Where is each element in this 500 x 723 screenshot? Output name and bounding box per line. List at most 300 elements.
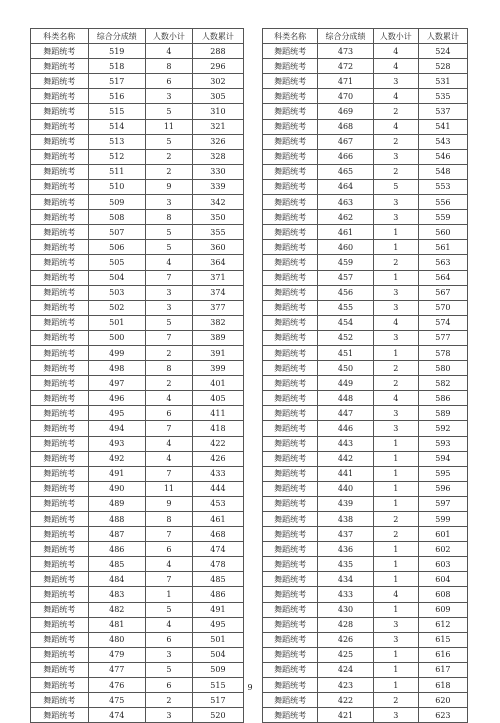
table-row [31, 330, 244, 345]
count-cell: 3 [146, 285, 193, 300]
cumulative-cell: 444 [192, 481, 243, 496]
count-cell: 8 [146, 210, 193, 225]
count-cell: 3 [373, 632, 418, 647]
cumulative-cell: 418 [192, 421, 243, 436]
table-row [263, 693, 468, 708]
count-cell: 2 [373, 512, 418, 527]
cumulative-cell: 305 [192, 89, 243, 104]
count-cell: 2 [373, 376, 418, 391]
count-cell: 2 [146, 345, 193, 360]
score-cell: 505 [88, 255, 146, 270]
cumulative-cell: 461 [192, 512, 243, 527]
cumulative-cell: 411 [192, 406, 243, 421]
table-row [263, 662, 468, 677]
score-cell: 483 [88, 587, 146, 602]
count-cell: 4 [146, 391, 193, 406]
score-cell: 516 [88, 89, 146, 104]
category-cell: 舞蹈统考 [263, 406, 318, 421]
score-cell: 488 [88, 512, 146, 527]
table-row [31, 195, 244, 210]
score-cell: 462 [318, 210, 373, 225]
score-cell: 436 [318, 542, 373, 557]
category-cell: 舞蹈统考 [263, 376, 318, 391]
cumulative-cell: 623 [418, 708, 467, 723]
score-cell: 459 [318, 255, 373, 270]
score-cell: 468 [318, 119, 373, 134]
cumulative-cell: 592 [418, 421, 467, 436]
count-cell: 3 [146, 647, 193, 662]
count-cell: 1 [373, 662, 418, 677]
cumulative-cell: 355 [192, 225, 243, 240]
table-row [31, 496, 244, 511]
category-cell: 舞蹈统考 [263, 59, 318, 74]
category-cell: 舞蹈统考 [31, 496, 89, 511]
category-cell: 舞蹈统考 [31, 632, 89, 647]
cumulative-cell: 474 [192, 542, 243, 557]
score-cell: 512 [88, 149, 146, 164]
cumulative-cell: 570 [418, 300, 467, 315]
table-row [31, 300, 244, 315]
table-row [263, 542, 468, 557]
cumulative-cell: 608 [418, 587, 467, 602]
score-cell: 448 [318, 391, 373, 406]
category-cell: 舞蹈统考 [263, 270, 318, 285]
column-header: 人数累计 [418, 29, 467, 44]
score-cell: 500 [88, 330, 146, 345]
score-cell: 477 [88, 662, 146, 677]
cumulative-cell: 559 [418, 210, 467, 225]
table-row [263, 361, 468, 376]
table-row [263, 104, 468, 119]
category-cell: 舞蹈统考 [263, 89, 318, 104]
category-cell: 舞蹈统考 [263, 557, 318, 572]
table-row [31, 164, 244, 179]
cumulative-cell: 371 [192, 270, 243, 285]
score-cell: 472 [318, 59, 373, 74]
category-cell: 舞蹈统考 [31, 74, 89, 89]
count-cell: 6 [146, 542, 193, 557]
count-cell: 1 [373, 270, 418, 285]
category-cell: 舞蹈统考 [31, 542, 89, 557]
score-cell: 473 [318, 44, 373, 59]
count-cell: 2 [373, 134, 418, 149]
cumulative-cell: 616 [418, 647, 467, 662]
score-cell: 434 [318, 572, 373, 587]
count-cell: 4 [146, 436, 193, 451]
column-header: 综合分成绩 [318, 29, 373, 44]
count-cell: 5 [146, 240, 193, 255]
count-cell: 1 [146, 587, 193, 602]
table-row [31, 602, 244, 617]
category-cell: 舞蹈统考 [31, 210, 89, 225]
cumulative-cell: 515 [192, 678, 243, 693]
count-cell: 3 [373, 210, 418, 225]
category-cell: 舞蹈统考 [31, 300, 89, 315]
score-cell: 460 [318, 240, 373, 255]
table-row [31, 149, 244, 164]
category-cell: 舞蹈统考 [263, 602, 318, 617]
count-cell: 1 [373, 451, 418, 466]
score-cell: 425 [318, 647, 373, 662]
table-row [263, 134, 468, 149]
category-cell: 舞蹈统考 [263, 647, 318, 662]
category-cell: 舞蹈统考 [31, 602, 89, 617]
table-row [31, 527, 244, 542]
category-cell: 舞蹈统考 [263, 300, 318, 315]
category-cell: 舞蹈统考 [263, 345, 318, 360]
table-row [31, 693, 244, 708]
count-cell: 7 [146, 466, 193, 481]
category-cell: 舞蹈统考 [31, 270, 89, 285]
cumulative-cell: 382 [192, 315, 243, 330]
score-cell: 492 [88, 451, 146, 466]
score-cell: 461 [318, 225, 373, 240]
category-cell: 舞蹈统考 [263, 632, 318, 647]
count-cell: 1 [373, 466, 418, 481]
cumulative-cell: 567 [418, 285, 467, 300]
table-row [263, 436, 468, 451]
table-row [31, 466, 244, 481]
score-cell: 497 [88, 376, 146, 391]
score-cell: 490 [88, 481, 146, 496]
score-cell: 498 [88, 361, 146, 376]
table-row [263, 451, 468, 466]
table-row [263, 270, 468, 285]
table-row [31, 59, 244, 74]
category-cell: 舞蹈统考 [31, 119, 89, 134]
count-cell: 1 [373, 481, 418, 496]
score-cell: 430 [318, 602, 373, 617]
score-cell: 456 [318, 285, 373, 300]
table-row [263, 466, 468, 481]
table-row [31, 376, 244, 391]
cumulative-cell: 543 [418, 134, 467, 149]
count-cell: 3 [373, 617, 418, 632]
score-cell: 438 [318, 512, 373, 527]
cumulative-cell: 582 [418, 376, 467, 391]
category-cell: 舞蹈统考 [31, 527, 89, 542]
count-cell: 1 [373, 345, 418, 360]
table-row [263, 119, 468, 134]
score-cell: 486 [88, 542, 146, 557]
count-cell: 4 [373, 391, 418, 406]
score-cell: 435 [318, 557, 373, 572]
table-row [263, 179, 468, 194]
cumulative-cell: 586 [418, 391, 467, 406]
category-cell: 舞蹈统考 [263, 542, 318, 557]
score-cell: 479 [88, 647, 146, 662]
category-cell: 舞蹈统考 [31, 693, 89, 708]
cumulative-cell: 330 [192, 164, 243, 179]
score-cell: 482 [88, 602, 146, 617]
count-cell: 4 [373, 315, 418, 330]
category-cell: 舞蹈统考 [31, 678, 89, 693]
category-cell: 舞蹈统考 [31, 376, 89, 391]
table-row [263, 602, 468, 617]
count-cell: 5 [146, 104, 193, 119]
cumulative-cell: 468 [192, 527, 243, 542]
cumulative-cell: 342 [192, 195, 243, 210]
table-row [263, 421, 468, 436]
category-cell: 舞蹈统考 [263, 572, 318, 587]
count-cell: 3 [373, 285, 418, 300]
table-row [263, 210, 468, 225]
score-cell: 519 [88, 44, 146, 59]
cumulative-cell: 433 [192, 466, 243, 481]
score-cell: 467 [318, 134, 373, 149]
count-cell: 3 [373, 708, 418, 723]
count-cell: 1 [373, 542, 418, 557]
category-cell: 舞蹈统考 [31, 195, 89, 210]
cumulative-cell: 553 [418, 179, 467, 194]
category-cell: 舞蹈统考 [31, 149, 89, 164]
table-row [31, 285, 244, 300]
cumulative-cell: 617 [418, 662, 467, 677]
category-cell: 舞蹈统考 [31, 406, 89, 421]
count-cell: 11 [146, 119, 193, 134]
table-row [263, 315, 468, 330]
cumulative-cell: 426 [192, 451, 243, 466]
category-cell: 舞蹈统考 [263, 466, 318, 481]
score-cell: 470 [318, 89, 373, 104]
count-cell: 4 [146, 255, 193, 270]
category-cell: 舞蹈统考 [263, 512, 318, 527]
category-cell: 舞蹈统考 [263, 421, 318, 436]
count-cell: 2 [146, 376, 193, 391]
category-cell: 舞蹈统考 [31, 662, 89, 677]
category-cell: 舞蹈统考 [263, 662, 318, 677]
cumulative-cell: 453 [192, 496, 243, 511]
table-row [31, 406, 244, 421]
count-cell: 2 [146, 693, 193, 708]
table-row [263, 708, 468, 723]
cumulative-cell: 321 [192, 119, 243, 134]
count-cell: 1 [373, 557, 418, 572]
score-cell: 502 [88, 300, 146, 315]
category-cell: 舞蹈统考 [31, 436, 89, 451]
table-row [31, 225, 244, 240]
category-cell: 舞蹈统考 [31, 240, 89, 255]
cumulative-cell: 401 [192, 376, 243, 391]
score-cell: 443 [318, 436, 373, 451]
cumulative-cell: 326 [192, 134, 243, 149]
category-cell: 舞蹈统考 [31, 361, 89, 376]
table-row [31, 255, 244, 270]
score-cell: 487 [88, 527, 146, 542]
count-cell: 8 [146, 59, 193, 74]
score-cell: 514 [88, 119, 146, 134]
cumulative-cell: 360 [192, 240, 243, 255]
count-cell: 8 [146, 512, 193, 527]
category-cell: 舞蹈统考 [263, 255, 318, 270]
table-row [31, 587, 244, 602]
count-cell: 2 [373, 527, 418, 542]
category-cell: 舞蹈统考 [31, 647, 89, 662]
score-cell: 457 [318, 270, 373, 285]
score-cell: 496 [88, 391, 146, 406]
count-cell: 3 [373, 149, 418, 164]
table-row [263, 285, 468, 300]
count-cell: 3 [146, 89, 193, 104]
column-header: 科类名称 [263, 29, 318, 44]
category-cell: 舞蹈统考 [263, 436, 318, 451]
table-row [263, 330, 468, 345]
score-cell: 471 [318, 74, 373, 89]
cumulative-cell: 564 [418, 270, 467, 285]
count-cell: 2 [373, 693, 418, 708]
count-cell: 6 [146, 632, 193, 647]
count-cell: 1 [373, 647, 418, 662]
score-cell: 428 [318, 617, 373, 632]
category-cell: 舞蹈统考 [31, 134, 89, 149]
table-row [31, 481, 244, 496]
table-row [31, 421, 244, 436]
category-cell: 舞蹈统考 [263, 104, 318, 119]
cumulative-cell: 602 [418, 542, 467, 557]
cumulative-cell: 561 [418, 240, 467, 255]
count-cell: 7 [146, 572, 193, 587]
score-cell: 489 [88, 496, 146, 511]
score-table-right [262, 28, 468, 723]
table-row [263, 255, 468, 270]
category-cell: 舞蹈统考 [263, 164, 318, 179]
score-cell: 463 [318, 195, 373, 210]
cumulative-cell: 391 [192, 345, 243, 360]
count-cell: 4 [146, 451, 193, 466]
table-row [31, 391, 244, 406]
cumulative-cell: 574 [418, 315, 467, 330]
count-cell: 3 [146, 300, 193, 315]
cumulative-cell: 485 [192, 572, 243, 587]
column-header: 综合分成绩 [88, 29, 146, 44]
category-cell: 舞蹈统考 [31, 512, 89, 527]
count-cell: 3 [373, 74, 418, 89]
table-row [31, 708, 244, 723]
table-row [31, 632, 244, 647]
cumulative-cell: 563 [418, 255, 467, 270]
category-cell: 舞蹈统考 [31, 330, 89, 345]
table-row [263, 496, 468, 511]
count-cell: 6 [146, 406, 193, 421]
category-cell: 舞蹈统考 [263, 44, 318, 59]
category-cell: 舞蹈统考 [31, 255, 89, 270]
cumulative-cell: 302 [192, 74, 243, 89]
category-cell: 舞蹈统考 [31, 481, 89, 496]
cumulative-cell: 399 [192, 361, 243, 376]
count-cell: 1 [373, 572, 418, 587]
category-cell: 舞蹈统考 [263, 119, 318, 134]
category-cell: 舞蹈统考 [31, 315, 89, 330]
count-cell: 1 [373, 225, 418, 240]
count-cell: 2 [373, 361, 418, 376]
table-row [31, 74, 244, 89]
count-cell: 4 [373, 587, 418, 602]
cumulative-cell: 328 [192, 149, 243, 164]
count-cell: 7 [146, 421, 193, 436]
score-cell: 437 [318, 527, 373, 542]
cumulative-cell: 594 [418, 451, 467, 466]
score-cell: 449 [318, 376, 373, 391]
count-cell: 4 [373, 119, 418, 134]
score-cell: 511 [88, 164, 146, 179]
score-cell: 506 [88, 240, 146, 255]
count-cell: 9 [146, 179, 193, 194]
cumulative-cell: 531 [418, 74, 467, 89]
category-cell: 舞蹈统考 [263, 225, 318, 240]
category-cell: 舞蹈统考 [263, 315, 318, 330]
score-cell: 481 [88, 617, 146, 632]
count-cell: 3 [373, 195, 418, 210]
table-row [263, 240, 468, 255]
category-cell: 舞蹈统考 [31, 466, 89, 481]
category-cell: 舞蹈统考 [263, 74, 318, 89]
score-cell: 422 [318, 693, 373, 708]
table-row [31, 572, 244, 587]
table-row [31, 617, 244, 632]
count-cell: 4 [373, 89, 418, 104]
score-cell: 475 [88, 693, 146, 708]
category-cell: 舞蹈统考 [263, 496, 318, 511]
cumulative-cell: 288 [192, 44, 243, 59]
table-row [31, 179, 244, 194]
cumulative-cell: 548 [418, 164, 467, 179]
table-row [263, 647, 468, 662]
cumulative-cell: 486 [192, 587, 243, 602]
score-cell: 452 [318, 330, 373, 345]
cumulative-cell: 339 [192, 179, 243, 194]
score-cell: 495 [88, 406, 146, 421]
count-cell: 3 [146, 708, 193, 723]
table-row [263, 572, 468, 587]
category-cell: 舞蹈统考 [263, 240, 318, 255]
table-row [31, 270, 244, 285]
column-header: 人数累计 [192, 29, 243, 44]
score-cell: 423 [318, 678, 373, 693]
table-row [263, 376, 468, 391]
table-row [31, 542, 244, 557]
cumulative-cell: 535 [418, 89, 467, 104]
count-cell: 5 [146, 602, 193, 617]
score-cell: 491 [88, 466, 146, 481]
table-row [31, 436, 244, 451]
table-row [31, 345, 244, 360]
category-cell: 舞蹈统考 [263, 527, 318, 542]
column-header: 人数小计 [146, 29, 193, 44]
table-row [31, 315, 244, 330]
category-cell: 舞蹈统考 [263, 134, 318, 149]
table-row [263, 89, 468, 104]
category-cell: 舞蹈统考 [31, 587, 89, 602]
count-cell: 5 [146, 315, 193, 330]
score-cell: 421 [318, 708, 373, 723]
score-cell: 465 [318, 164, 373, 179]
count-cell: 2 [373, 255, 418, 270]
count-cell: 3 [146, 195, 193, 210]
cumulative-cell: 524 [418, 44, 467, 59]
category-cell: 舞蹈统考 [263, 391, 318, 406]
table-row [31, 662, 244, 677]
table-row [31, 361, 244, 376]
category-cell: 舞蹈统考 [31, 345, 89, 360]
score-cell: 504 [88, 270, 146, 285]
score-cell: 517 [88, 74, 146, 89]
score-cell: 454 [318, 315, 373, 330]
category-cell: 舞蹈统考 [31, 391, 89, 406]
count-cell: 9 [146, 496, 193, 511]
category-cell: 舞蹈统考 [263, 179, 318, 194]
score-cell: 499 [88, 345, 146, 360]
table-row [31, 512, 244, 527]
